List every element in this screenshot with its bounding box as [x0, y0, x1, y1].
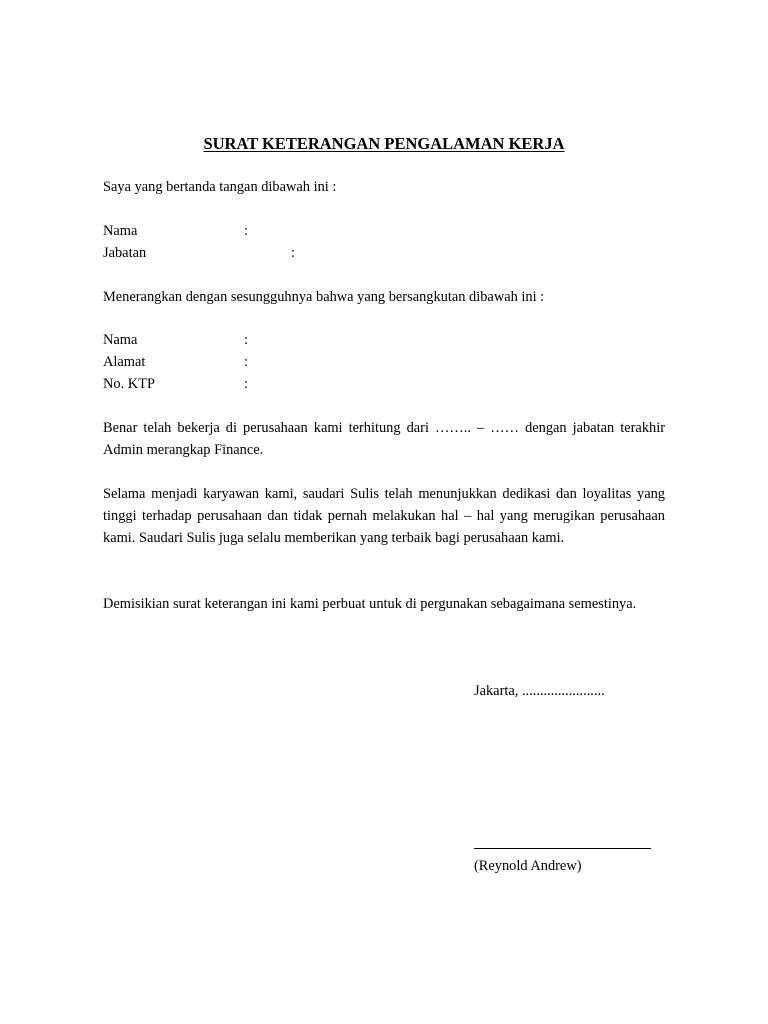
place-date: Jakarta, .......................	[474, 683, 605, 699]
employee-ktp-label: No. KTP	[103, 376, 155, 392]
employee-address-label: Alamat	[103, 354, 146, 370]
signer-name-colon: :	[244, 223, 248, 239]
letter-title: SURAT KETERANGAN PENGALAMAN KERJA	[203, 134, 565, 153]
employee-address-colon: :	[244, 354, 248, 370]
paragraph-text: Demisikian surat keterangan ini kami perbuat untuk di pergunakan sebagaimana semestinya.	[103, 596, 637, 612]
employee-ktp-colon: :	[244, 376, 248, 392]
employee-name-colon: :	[244, 332, 248, 348]
paragraph-text: Selama menjadi karyawan kami, saudari Sulis telah menunjukkan dedikasi dan loyalitas yang tinggi terhadap perusahaan dan tidak pernah melakukan hal – hal yang merugikan perusahaan kami. Saudari Sulis juga selalu memberikan yang terbaik bagi perusahaan kami.	[103, 486, 665, 546]
signer-name-label: Nama	[103, 223, 138, 239]
dedication-paragraph	[103, 484, 665, 550]
intro-text: Saya yang bertanda tangan dibawah ini :	[103, 179, 337, 195]
employment-period-paragraph	[103, 418, 665, 462]
signature-name: (Reynold Andrew)	[474, 858, 582, 874]
statement-text: Menerangkan dengan sesungguhnya bahwa yang bersangkutan dibawah ini :	[103, 289, 545, 305]
signature-line	[474, 848, 651, 849]
closing-paragraph	[103, 594, 665, 616]
paragraph-text: Benar telah bekerja di perusahaan kami terhitung dari …….. – …… dengan jabatan terakhir Admin merangkap Finance.	[103, 420, 665, 458]
signer-position-colon: :	[291, 245, 295, 261]
employee-name-label: Nama	[103, 332, 138, 348]
signer-position-label: Jabatan	[103, 245, 147, 261]
